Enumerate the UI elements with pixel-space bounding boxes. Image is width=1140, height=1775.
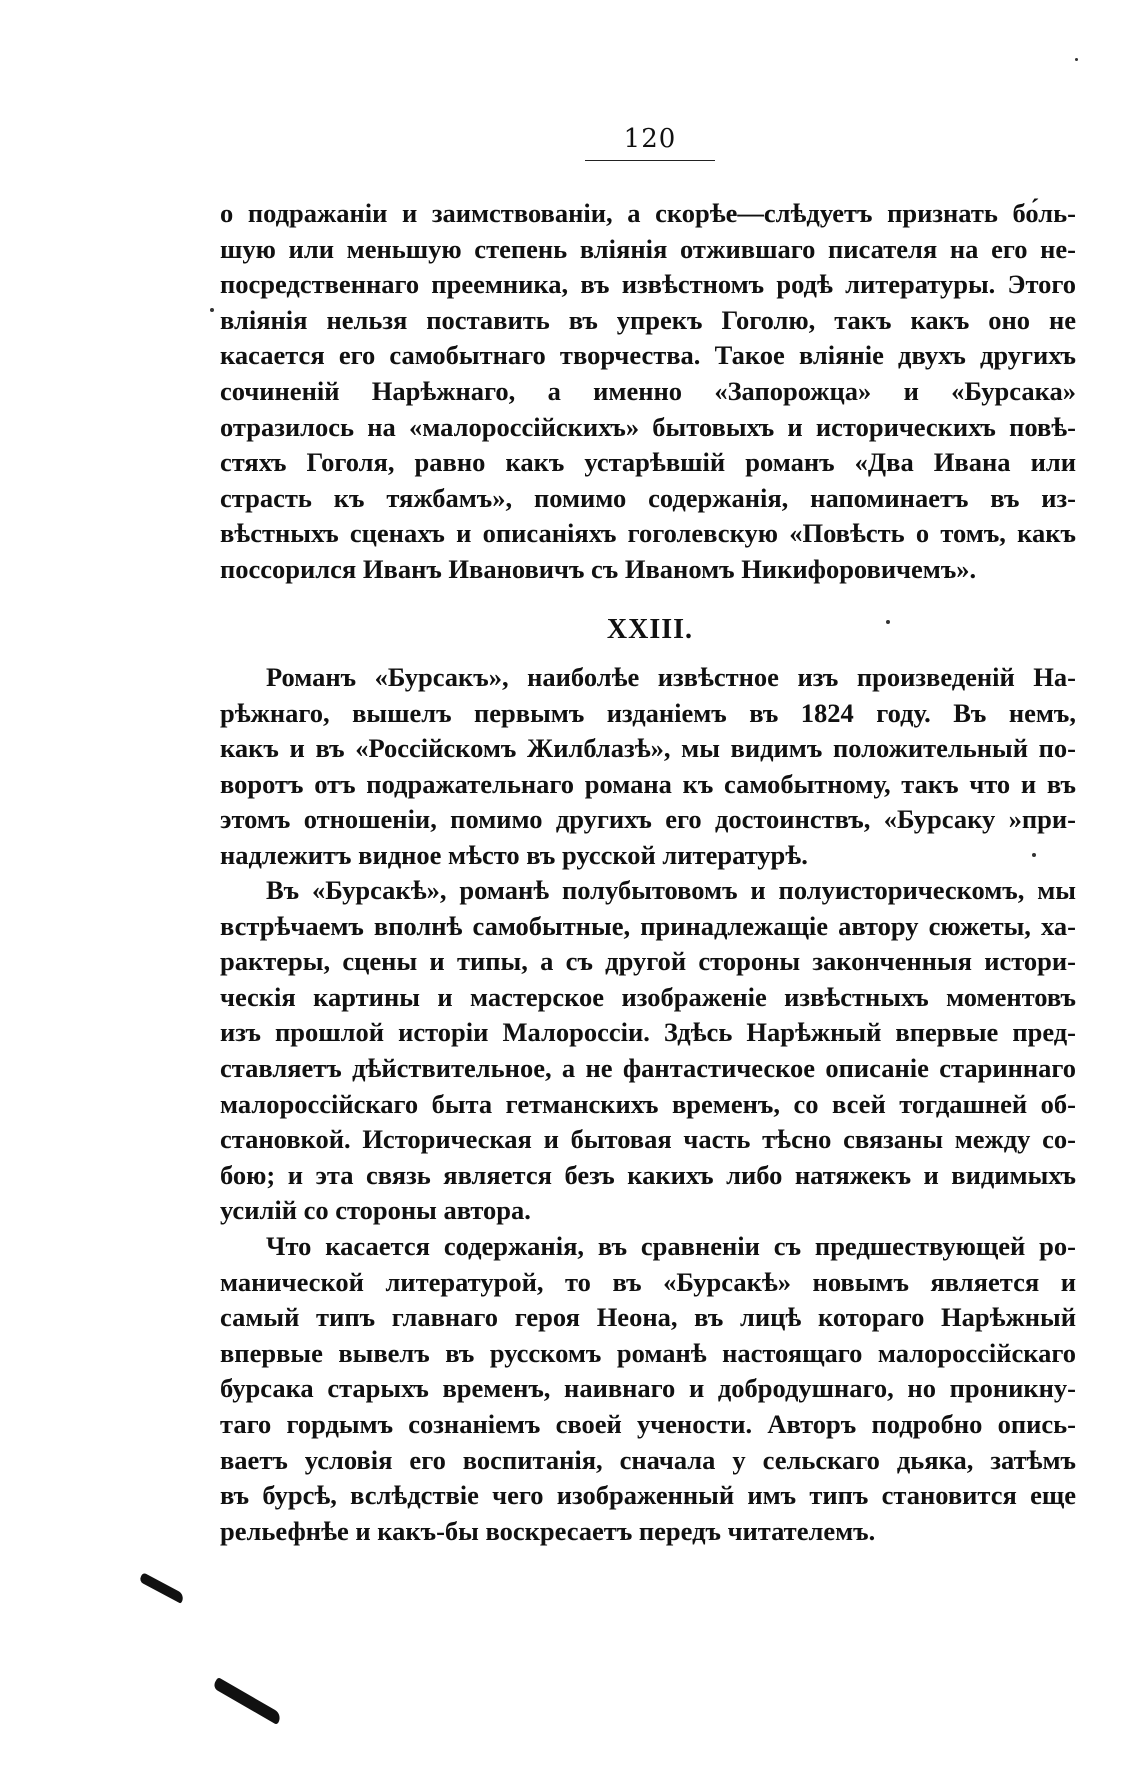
text-line: бурсака старыхъ временъ, наивнаго и добродушнаго, но проникну- (220, 1373, 1076, 1404)
text-line: бою; и эта связь является безъ какихъ либо натяжекъ и видимыхъ (220, 1159, 1076, 1190)
text-line: усилій со стороны автора. (220, 1195, 531, 1226)
ink-smudge (212, 1677, 283, 1725)
text-line: рѣжнаго, вышелъ первымъ изданіемъ въ 1824 году. Въ немъ, (220, 697, 1076, 728)
paragraph-4 (220, 1229, 1076, 1549)
text-line: вѣстныхъ сценахъ и описаніяхъ гоголевскую «Повѣсть о томъ, какъ (220, 518, 1076, 549)
text-line: сочиненій Нарѣжнаго, а именно «Запорожца» и «Бурсака» (220, 375, 1076, 406)
text-line: рельефнѣе и какъ-бы воскресаетъ передъ читателемъ. (220, 1515, 876, 1546)
ink-dot (886, 620, 890, 624)
section-heading: XXIII. (606, 614, 694, 645)
text-line: страсть къ тяжбамъ», помимо содержанія, напоминаетъ въ из- (220, 482, 1076, 513)
text-line: какъ и въ «Россійскомъ Жилблазѣ», мы видимъ положительный по- (220, 733, 1076, 764)
text-line: отразилось на «малороссійскихъ» бытовыхъ и историческихъ повѣ- (220, 411, 1076, 442)
text-line: посредственнаго преемника, въ извѣстномъ родѣ литературы. Этого (220, 269, 1076, 300)
text-line: воротъ отъ подражательнаго романа къ самобытному, такъ что и въ (220, 768, 1076, 799)
paragraph-1 (220, 196, 1076, 588)
text-line: таго гордымъ сознаніемъ своей учености. Авторъ подробно опись- (220, 1408, 1076, 1439)
ink-dot (210, 308, 214, 312)
text-line: Что касается содержанія, въ сравненіи съ предшествующей ро- (266, 1231, 1076, 1261)
text-line: изъ прошлой исторіи Малороссіи. Здѣсь Нарѣжный впервые пред- (220, 1017, 1076, 1048)
text-line: ческія картины и мастерское изображеніе извѣстныхъ моментовъ (220, 981, 1076, 1012)
text-line: рактеры, сцены и типы, а съ другой стороны законченныя истори- (220, 946, 1076, 977)
text-line: ставляетъ дѣйствительное, а не фантастическое описаніе стариннаго (220, 1052, 1076, 1083)
text-line: поссорился Иванъ Ивановичъ съ Иваномъ Никифоровичемъ». (220, 553, 977, 584)
text-line: малороссійскаго быта гетманскихъ временъ, со всей тогдашней об- (220, 1088, 1076, 1119)
text-line: вліянія нельзя поставить въ упрекъ Гоголю, такъ какъ оно не (220, 304, 1076, 335)
text-line: манической литературой, то въ «Бурсакѣ» новымъ является и (220, 1266, 1076, 1297)
ink-dot (1075, 58, 1078, 61)
page-number: 120 (623, 124, 677, 154)
text-line: стяхъ Гоголя, равно какъ устарѣвшій романъ «Два Ивана или (220, 447, 1076, 478)
text-line: встрѣчаемъ вполнѣ самобытные, принадлежащіе автору сюжеты, ха- (220, 910, 1076, 941)
text-line: самый типъ главнаго героя Неона, въ лицѣ котораго Нарѣжный (220, 1302, 1076, 1333)
text-line: о подражаніи и заимствованіи, а скорѣе—слѣдуетъ признать бо́ль- (220, 198, 1076, 228)
text-line: Въ «Бурсакѣ», романѣ полубытовомъ и полуисторическомъ, мы (266, 875, 1076, 905)
text-line: въ бурсѣ, вслѣдствіе чего изображенный имъ типъ становится еще (220, 1480, 1076, 1511)
text-line: становкой. Историческая и бытовая часть тѣсно связаны между со- (220, 1124, 1076, 1155)
page-number-rule (585, 160, 715, 161)
text-line: этомъ отношеніи, помимо другихъ его достоинствъ, «Бурсаку »при- (220, 804, 1076, 835)
ink-smudge (138, 1572, 185, 1603)
paragraph-3 (220, 873, 1076, 1229)
ink-dot (1032, 853, 1036, 857)
text-line: касается его самобытнаго творчества. Такое вліяніе двухъ другихъ (220, 340, 1076, 371)
text-line: шую или меньшую степень вліянія отжившаго писателя на его не- (220, 233, 1076, 264)
text-line: впервые вывелъ въ русскомъ романѣ настоящаго малороссійскаго (220, 1337, 1076, 1368)
text-line: Романъ «Бурсакъ», наиболѣе извѣстное изъ произведеній На- (266, 662, 1076, 692)
text-line: надлежитъ видное мѣсто въ русской литературѣ. (220, 839, 808, 870)
paragraph-2 (220, 660, 1076, 874)
text-line: ваетъ условія его воспитанія, сначала у сельскаго дьяка, затѣмъ (220, 1444, 1076, 1475)
